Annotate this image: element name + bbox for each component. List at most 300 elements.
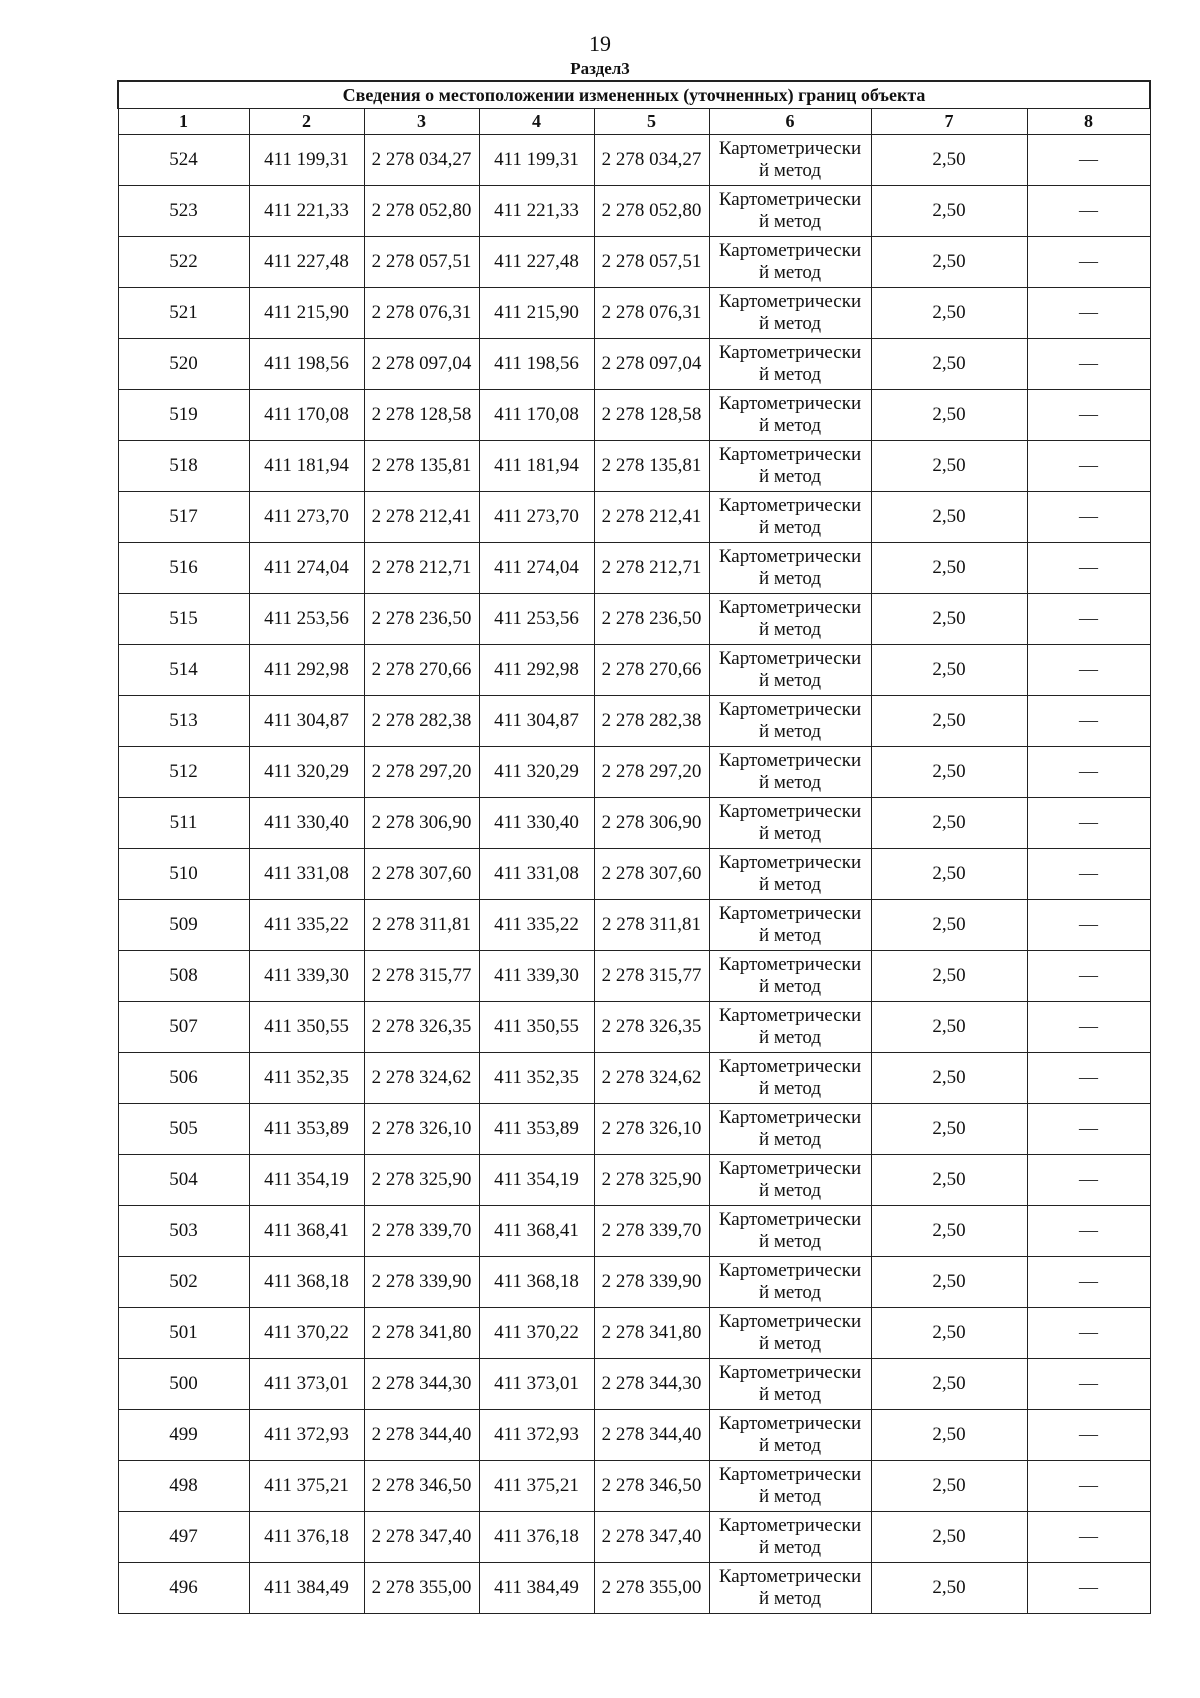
y-coordinate-refined: 2 278 052,80 bbox=[594, 186, 709, 237]
point-number: 507 bbox=[118, 1002, 249, 1053]
table-row bbox=[118, 492, 1150, 543]
determination-method bbox=[709, 237, 871, 288]
x-coordinate-existing: 411 227,48 bbox=[249, 237, 364, 288]
x-coordinate-existing: 411 215,90 bbox=[249, 288, 364, 339]
y-coordinate-refined: 2 278 346,50 bbox=[594, 1461, 709, 1512]
method-text-line1: Картометрически bbox=[718, 444, 862, 465]
method-text-line2: й метод bbox=[758, 1129, 822, 1150]
table-row bbox=[118, 1308, 1150, 1359]
method-text-line1: Картометрически bbox=[718, 546, 862, 567]
accuracy-value: 2,50 bbox=[871, 492, 1027, 543]
table-row bbox=[118, 1410, 1150, 1461]
y-coordinate-refined: 2 278 236,50 bbox=[594, 594, 709, 645]
table-row bbox=[118, 186, 1150, 237]
x-coordinate-refined: 411 335,22 bbox=[479, 900, 594, 951]
point-description: — bbox=[1027, 594, 1150, 645]
method-text-line1: Картометрически bbox=[718, 648, 862, 669]
y-coordinate-refined: 2 278 341,80 bbox=[594, 1308, 709, 1359]
table-row bbox=[118, 594, 1150, 645]
table-row bbox=[118, 339, 1150, 390]
accuracy-value: 2,50 bbox=[871, 798, 1027, 849]
accuracy-value: 2,50 bbox=[871, 237, 1027, 288]
x-coordinate-existing: 411 274,04 bbox=[249, 543, 364, 594]
accuracy-value: 2,50 bbox=[871, 1104, 1027, 1155]
point-description: — bbox=[1027, 951, 1150, 1002]
y-coordinate-refined: 2 278 339,90 bbox=[594, 1257, 709, 1308]
y-coordinate-existing: 2 278 128,58 bbox=[364, 390, 479, 441]
table-row bbox=[118, 237, 1150, 288]
x-coordinate-refined: 411 221,33 bbox=[479, 186, 594, 237]
x-coordinate-existing: 411 273,70 bbox=[249, 492, 364, 543]
method-text-line2: й метод bbox=[758, 415, 822, 436]
point-number: 523 bbox=[118, 186, 249, 237]
point-description: — bbox=[1027, 441, 1150, 492]
point-number: 521 bbox=[118, 288, 249, 339]
determination-method bbox=[709, 1053, 871, 1104]
method-text-line2: й метод bbox=[758, 619, 822, 640]
x-coordinate-existing: 411 292,98 bbox=[249, 645, 364, 696]
y-coordinate-refined: 2 278 325,90 bbox=[594, 1155, 709, 1206]
determination-method bbox=[709, 186, 871, 237]
x-coordinate-refined: 411 181,94 bbox=[479, 441, 594, 492]
y-coordinate-existing: 2 278 355,00 bbox=[364, 1563, 479, 1614]
y-coordinate-existing: 2 278 344,40 bbox=[364, 1410, 479, 1461]
determination-method bbox=[709, 390, 871, 441]
method-text-line2: й метод bbox=[758, 1588, 822, 1609]
x-coordinate-refined: 411 227,48 bbox=[479, 237, 594, 288]
determination-method bbox=[709, 951, 871, 1002]
table-row bbox=[118, 1257, 1150, 1308]
point-number: 506 bbox=[118, 1053, 249, 1104]
y-coordinate-refined: 2 278 344,40 bbox=[594, 1410, 709, 1461]
x-coordinate-refined: 411 304,87 bbox=[479, 696, 594, 747]
table-row bbox=[118, 900, 1150, 951]
x-coordinate-existing: 411 253,56 bbox=[249, 594, 364, 645]
method-text-line2: й метод bbox=[758, 772, 822, 793]
determination-method bbox=[709, 747, 871, 798]
point-description: — bbox=[1027, 339, 1150, 390]
point-description: — bbox=[1027, 900, 1150, 951]
x-coordinate-existing: 411 373,01 bbox=[249, 1359, 364, 1410]
method-text-line1: Картометрически bbox=[718, 1311, 862, 1332]
x-coordinate-existing: 411 199,31 bbox=[249, 135, 364, 186]
y-coordinate-refined: 2 278 212,41 bbox=[594, 492, 709, 543]
x-coordinate-refined: 411 368,18 bbox=[479, 1257, 594, 1308]
y-coordinate-existing: 2 278 307,60 bbox=[364, 849, 479, 900]
table-row bbox=[118, 543, 1150, 594]
point-description: — bbox=[1027, 1206, 1150, 1257]
y-coordinate-existing: 2 278 339,70 bbox=[364, 1206, 479, 1257]
method-text-line2: й метод bbox=[758, 1231, 822, 1252]
x-coordinate-existing: 411 368,41 bbox=[249, 1206, 364, 1257]
accuracy-value: 2,50 bbox=[871, 696, 1027, 747]
method-text-line2: й метод bbox=[758, 1384, 822, 1405]
y-coordinate-refined: 2 278 326,10 bbox=[594, 1104, 709, 1155]
determination-method bbox=[709, 492, 871, 543]
y-coordinate-refined: 2 278 355,00 bbox=[594, 1563, 709, 1614]
accuracy-value: 2,50 bbox=[871, 1053, 1027, 1104]
accuracy-value: 2,50 bbox=[871, 1410, 1027, 1461]
point-number: 520 bbox=[118, 339, 249, 390]
x-coordinate-refined: 411 253,56 bbox=[479, 594, 594, 645]
accuracy-value: 2,50 bbox=[871, 339, 1027, 390]
column-number: 2 bbox=[249, 109, 364, 135]
y-coordinate-refined: 2 278 097,04 bbox=[594, 339, 709, 390]
y-coordinate-refined: 2 278 344,30 bbox=[594, 1359, 709, 1410]
x-coordinate-refined: 411 368,41 bbox=[479, 1206, 594, 1257]
y-coordinate-existing: 2 278 052,80 bbox=[364, 186, 479, 237]
section-label: Раздел3 bbox=[570, 59, 630, 78]
accuracy-value: 2,50 bbox=[871, 849, 1027, 900]
point-description: — bbox=[1027, 1104, 1150, 1155]
table-body bbox=[118, 135, 1150, 1614]
point-description: — bbox=[1027, 1461, 1150, 1512]
y-coordinate-refined: 2 278 324,62 bbox=[594, 1053, 709, 1104]
x-coordinate-refined: 411 331,08 bbox=[479, 849, 594, 900]
method-text-line1: Картометрически bbox=[718, 138, 862, 159]
point-number: 499 bbox=[118, 1410, 249, 1461]
method-text-line1: Картометрически bbox=[718, 291, 862, 312]
x-coordinate-refined: 411 170,08 bbox=[479, 390, 594, 441]
point-description: — bbox=[1027, 696, 1150, 747]
x-coordinate-existing: 411 339,30 bbox=[249, 951, 364, 1002]
point-description: — bbox=[1027, 1308, 1150, 1359]
point-number: 496 bbox=[118, 1563, 249, 1614]
point-description: — bbox=[1027, 849, 1150, 900]
table-row bbox=[118, 1155, 1150, 1206]
method-text-line1: Картометрически bbox=[718, 1362, 862, 1383]
point-description: — bbox=[1027, 288, 1150, 339]
determination-method bbox=[709, 339, 871, 390]
table-caption: Сведения о местоположении измененных (уточненных) границ объекта bbox=[118, 81, 1150, 109]
method-text-line1: Картометрически bbox=[718, 1158, 862, 1179]
point-number: 508 bbox=[118, 951, 249, 1002]
accuracy-value: 2,50 bbox=[871, 1563, 1027, 1614]
method-text-line1: Картометрически bbox=[718, 699, 862, 720]
determination-method bbox=[709, 594, 871, 645]
x-coordinate-refined: 411 373,01 bbox=[479, 1359, 594, 1410]
accuracy-value: 2,50 bbox=[871, 1257, 1027, 1308]
accuracy-value: 2,50 bbox=[871, 1308, 1027, 1359]
method-text-line2: й метод bbox=[758, 211, 822, 232]
point-description: — bbox=[1027, 492, 1150, 543]
y-coordinate-existing: 2 278 306,90 bbox=[364, 798, 479, 849]
determination-method bbox=[709, 849, 871, 900]
x-coordinate-existing: 411 376,18 bbox=[249, 1512, 364, 1563]
table-row bbox=[118, 1512, 1150, 1563]
method-text-line2: й метод bbox=[758, 1078, 822, 1099]
point-number: 500 bbox=[118, 1359, 249, 1410]
y-coordinate-existing: 2 278 315,77 bbox=[364, 951, 479, 1002]
page-number: 19 bbox=[589, 31, 611, 56]
y-coordinate-existing: 2 278 212,41 bbox=[364, 492, 479, 543]
method-text-line2: й метод bbox=[758, 1486, 822, 1507]
y-coordinate-existing: 2 278 344,30 bbox=[364, 1359, 479, 1410]
table-row bbox=[118, 645, 1150, 696]
determination-method bbox=[709, 1002, 871, 1053]
determination-method bbox=[709, 696, 871, 747]
determination-method bbox=[709, 1257, 871, 1308]
determination-method bbox=[709, 288, 871, 339]
method-text-line1: Картометрически bbox=[718, 1566, 862, 1587]
table-row bbox=[118, 288, 1150, 339]
method-text-line2: й метод bbox=[758, 721, 822, 742]
method-text-line2: й метод bbox=[758, 1282, 822, 1303]
column-number: 7 bbox=[871, 109, 1027, 135]
x-coordinate-refined: 411 215,90 bbox=[479, 288, 594, 339]
y-coordinate-existing: 2 278 135,81 bbox=[364, 441, 479, 492]
y-coordinate-existing: 2 278 325,90 bbox=[364, 1155, 479, 1206]
accuracy-value: 2,50 bbox=[871, 543, 1027, 594]
x-coordinate-existing: 411 198,56 bbox=[249, 339, 364, 390]
method-text-line2: й метод bbox=[758, 874, 822, 895]
point-number: 515 bbox=[118, 594, 249, 645]
x-coordinate-existing: 411 353,89 bbox=[249, 1104, 364, 1155]
point-description: — bbox=[1027, 1257, 1150, 1308]
method-text-line2: й метод bbox=[758, 364, 822, 385]
method-text-line1: Картометрически bbox=[718, 342, 862, 363]
y-coordinate-refined: 2 278 128,58 bbox=[594, 390, 709, 441]
point-number: 510 bbox=[118, 849, 249, 900]
determination-method bbox=[709, 1461, 871, 1512]
method-text-line2: й метод bbox=[758, 160, 822, 181]
x-coordinate-existing: 411 320,29 bbox=[249, 747, 364, 798]
x-coordinate-refined: 411 330,40 bbox=[479, 798, 594, 849]
determination-method bbox=[709, 135, 871, 186]
method-text-line1: Картометрически bbox=[718, 903, 862, 924]
y-coordinate-existing: 2 278 034,27 bbox=[364, 135, 479, 186]
method-text-line2: й метод bbox=[758, 517, 822, 538]
y-coordinate-refined: 2 278 076,31 bbox=[594, 288, 709, 339]
point-number: 517 bbox=[118, 492, 249, 543]
method-text-line1: Картометрически bbox=[718, 393, 862, 414]
determination-method bbox=[709, 1104, 871, 1155]
boundary-coordinates-table bbox=[117, 80, 1151, 1614]
method-text-line1: Картометрически bbox=[718, 495, 862, 516]
column-number: 3 bbox=[364, 109, 479, 135]
y-coordinate-existing: 2 278 326,10 bbox=[364, 1104, 479, 1155]
table-row bbox=[118, 1563, 1150, 1614]
point-description: — bbox=[1027, 237, 1150, 288]
x-coordinate-existing: 411 181,94 bbox=[249, 441, 364, 492]
point-number: 524 bbox=[118, 135, 249, 186]
point-description: — bbox=[1027, 1002, 1150, 1053]
x-coordinate-refined: 411 354,19 bbox=[479, 1155, 594, 1206]
point-description: — bbox=[1027, 645, 1150, 696]
determination-method bbox=[709, 1155, 871, 1206]
column-number: 8 bbox=[1027, 109, 1150, 135]
x-coordinate-refined: 411 274,04 bbox=[479, 543, 594, 594]
x-coordinate-refined: 411 376,18 bbox=[479, 1512, 594, 1563]
method-text-line1: Картометрически bbox=[718, 240, 862, 261]
method-text-line2: й метод bbox=[758, 466, 822, 487]
x-coordinate-refined: 411 375,21 bbox=[479, 1461, 594, 1512]
y-coordinate-existing: 2 278 057,51 bbox=[364, 237, 479, 288]
method-text-line1: Картометрически bbox=[718, 954, 862, 975]
method-text-line1: Картометрически bbox=[718, 750, 862, 771]
point-number: 497 bbox=[118, 1512, 249, 1563]
y-coordinate-refined: 2 278 347,40 bbox=[594, 1512, 709, 1563]
point-number: 513 bbox=[118, 696, 249, 747]
determination-method bbox=[709, 645, 871, 696]
point-number: 498 bbox=[118, 1461, 249, 1512]
column-number: 4 bbox=[479, 109, 594, 135]
method-text-line1: Картометрически bbox=[718, 597, 862, 618]
y-coordinate-existing: 2 278 270,66 bbox=[364, 645, 479, 696]
x-coordinate-existing: 411 372,93 bbox=[249, 1410, 364, 1461]
column-number: 5 bbox=[594, 109, 709, 135]
accuracy-value: 2,50 bbox=[871, 1359, 1027, 1410]
table-row bbox=[118, 441, 1150, 492]
method-text-line2: й метод bbox=[758, 1027, 822, 1048]
method-text-line1: Картометрически bbox=[718, 1260, 862, 1281]
accuracy-value: 2,50 bbox=[871, 747, 1027, 798]
determination-method bbox=[709, 543, 871, 594]
x-coordinate-refined: 411 352,35 bbox=[479, 1053, 594, 1104]
y-coordinate-refined: 2 278 311,81 bbox=[594, 900, 709, 951]
method-text-line2: й метод bbox=[758, 262, 822, 283]
point-number: 519 bbox=[118, 390, 249, 441]
y-coordinate-existing: 2 278 339,90 bbox=[364, 1257, 479, 1308]
point-number: 505 bbox=[118, 1104, 249, 1155]
point-number: 518 bbox=[118, 441, 249, 492]
point-description: — bbox=[1027, 1053, 1150, 1104]
y-coordinate-refined: 2 278 135,81 bbox=[594, 441, 709, 492]
method-text-line2: й метод bbox=[758, 1537, 822, 1558]
point-description: — bbox=[1027, 543, 1150, 594]
point-number: 511 bbox=[118, 798, 249, 849]
table-row bbox=[118, 135, 1150, 186]
point-number: 516 bbox=[118, 543, 249, 594]
method-text-line1: Картометрически bbox=[718, 1056, 862, 1077]
method-text-line2: й метод bbox=[758, 823, 822, 844]
table-row bbox=[118, 849, 1150, 900]
point-description: — bbox=[1027, 135, 1150, 186]
table-row bbox=[118, 1206, 1150, 1257]
accuracy-value: 2,50 bbox=[871, 594, 1027, 645]
method-text-line2: й метод bbox=[758, 925, 822, 946]
y-coordinate-existing: 2 278 236,50 bbox=[364, 594, 479, 645]
determination-method bbox=[709, 1206, 871, 1257]
x-coordinate-existing: 411 330,40 bbox=[249, 798, 364, 849]
x-coordinate-refined: 411 273,70 bbox=[479, 492, 594, 543]
accuracy-value: 2,50 bbox=[871, 1206, 1027, 1257]
x-coordinate-existing: 411 368,18 bbox=[249, 1257, 364, 1308]
x-coordinate-refined: 411 372,93 bbox=[479, 1410, 594, 1461]
y-coordinate-existing: 2 278 341,80 bbox=[364, 1308, 479, 1359]
point-description: — bbox=[1027, 1563, 1150, 1614]
determination-method bbox=[709, 1410, 871, 1461]
x-coordinate-existing: 411 304,87 bbox=[249, 696, 364, 747]
x-coordinate-existing: 411 335,22 bbox=[249, 900, 364, 951]
point-description: — bbox=[1027, 798, 1150, 849]
table-row bbox=[118, 1359, 1150, 1410]
method-text-line2: й метод bbox=[758, 670, 822, 691]
method-text-line1: Картометрически bbox=[718, 1107, 862, 1128]
y-coordinate-existing: 2 278 076,31 bbox=[364, 288, 479, 339]
x-coordinate-existing: 411 354,19 bbox=[249, 1155, 364, 1206]
x-coordinate-refined: 411 292,98 bbox=[479, 645, 594, 696]
y-coordinate-refined: 2 278 326,35 bbox=[594, 1002, 709, 1053]
x-coordinate-refined: 411 199,31 bbox=[479, 135, 594, 186]
point-description: — bbox=[1027, 186, 1150, 237]
x-coordinate-refined: 411 384,49 bbox=[479, 1563, 594, 1614]
determination-method bbox=[709, 1563, 871, 1614]
point-description: — bbox=[1027, 1155, 1150, 1206]
method-text-line1: Картометрически bbox=[718, 801, 862, 822]
y-coordinate-refined: 2 278 339,70 bbox=[594, 1206, 709, 1257]
method-text-line2: й метод bbox=[758, 568, 822, 589]
table-row bbox=[118, 1002, 1150, 1053]
point-number: 514 bbox=[118, 645, 249, 696]
accuracy-value: 2,50 bbox=[871, 390, 1027, 441]
y-coordinate-refined: 2 278 057,51 bbox=[594, 237, 709, 288]
accuracy-value: 2,50 bbox=[871, 951, 1027, 1002]
accuracy-value: 2,50 bbox=[871, 288, 1027, 339]
determination-method bbox=[709, 1512, 871, 1563]
table-row bbox=[118, 1461, 1150, 1512]
method-text-line1: Картометрически bbox=[718, 1515, 862, 1536]
point-description: — bbox=[1027, 390, 1150, 441]
point-number: 509 bbox=[118, 900, 249, 951]
accuracy-value: 2,50 bbox=[871, 645, 1027, 696]
y-coordinate-refined: 2 278 034,27 bbox=[594, 135, 709, 186]
accuracy-value: 2,50 bbox=[871, 1512, 1027, 1563]
y-coordinate-existing: 2 278 311,81 bbox=[364, 900, 479, 951]
method-text-line1: Картометрически bbox=[718, 1209, 862, 1230]
determination-method bbox=[709, 798, 871, 849]
accuracy-value: 2,50 bbox=[871, 441, 1027, 492]
y-coordinate-refined: 2 278 297,20 bbox=[594, 747, 709, 798]
x-coordinate-refined: 411 339,30 bbox=[479, 951, 594, 1002]
y-coordinate-existing: 2 278 097,04 bbox=[364, 339, 479, 390]
y-coordinate-existing: 2 278 282,38 bbox=[364, 696, 479, 747]
method-text-line1: Картометрически bbox=[718, 1413, 862, 1434]
x-coordinate-refined: 411 198,56 bbox=[479, 339, 594, 390]
method-text-line2: й метод bbox=[758, 1180, 822, 1201]
table-row bbox=[118, 951, 1150, 1002]
y-coordinate-existing: 2 278 324,62 bbox=[364, 1053, 479, 1104]
method-text-line1: Картометрически bbox=[718, 1005, 862, 1026]
y-coordinate-refined: 2 278 306,90 bbox=[594, 798, 709, 849]
y-coordinate-existing: 2 278 212,71 bbox=[364, 543, 479, 594]
y-coordinate-existing: 2 278 297,20 bbox=[364, 747, 479, 798]
x-coordinate-existing: 411 350,55 bbox=[249, 1002, 364, 1053]
method-text-line1: Картометрически bbox=[718, 189, 862, 210]
y-coordinate-existing: 2 278 347,40 bbox=[364, 1512, 479, 1563]
accuracy-value: 2,50 bbox=[871, 186, 1027, 237]
accuracy-value: 2,50 bbox=[871, 1461, 1027, 1512]
x-coordinate-existing: 411 221,33 bbox=[249, 186, 364, 237]
y-coordinate-refined: 2 278 270,66 bbox=[594, 645, 709, 696]
y-coordinate-refined: 2 278 212,71 bbox=[594, 543, 709, 594]
method-text-line2: й метод bbox=[758, 976, 822, 997]
method-text-line1: Картометрически bbox=[718, 1464, 862, 1485]
table-row bbox=[118, 798, 1150, 849]
y-coordinate-refined: 2 278 307,60 bbox=[594, 849, 709, 900]
method-text-line1: Картометрически bbox=[718, 852, 862, 873]
accuracy-value: 2,50 bbox=[871, 135, 1027, 186]
method-text-line2: й метод bbox=[758, 1333, 822, 1354]
column-number: 6 bbox=[709, 109, 871, 135]
x-coordinate-refined: 411 350,55 bbox=[479, 1002, 594, 1053]
point-number: 512 bbox=[118, 747, 249, 798]
point-description: — bbox=[1027, 747, 1150, 798]
point-description: — bbox=[1027, 1512, 1150, 1563]
point-description: — bbox=[1027, 1359, 1150, 1410]
point-description: — bbox=[1027, 1410, 1150, 1461]
point-number: 522 bbox=[118, 237, 249, 288]
